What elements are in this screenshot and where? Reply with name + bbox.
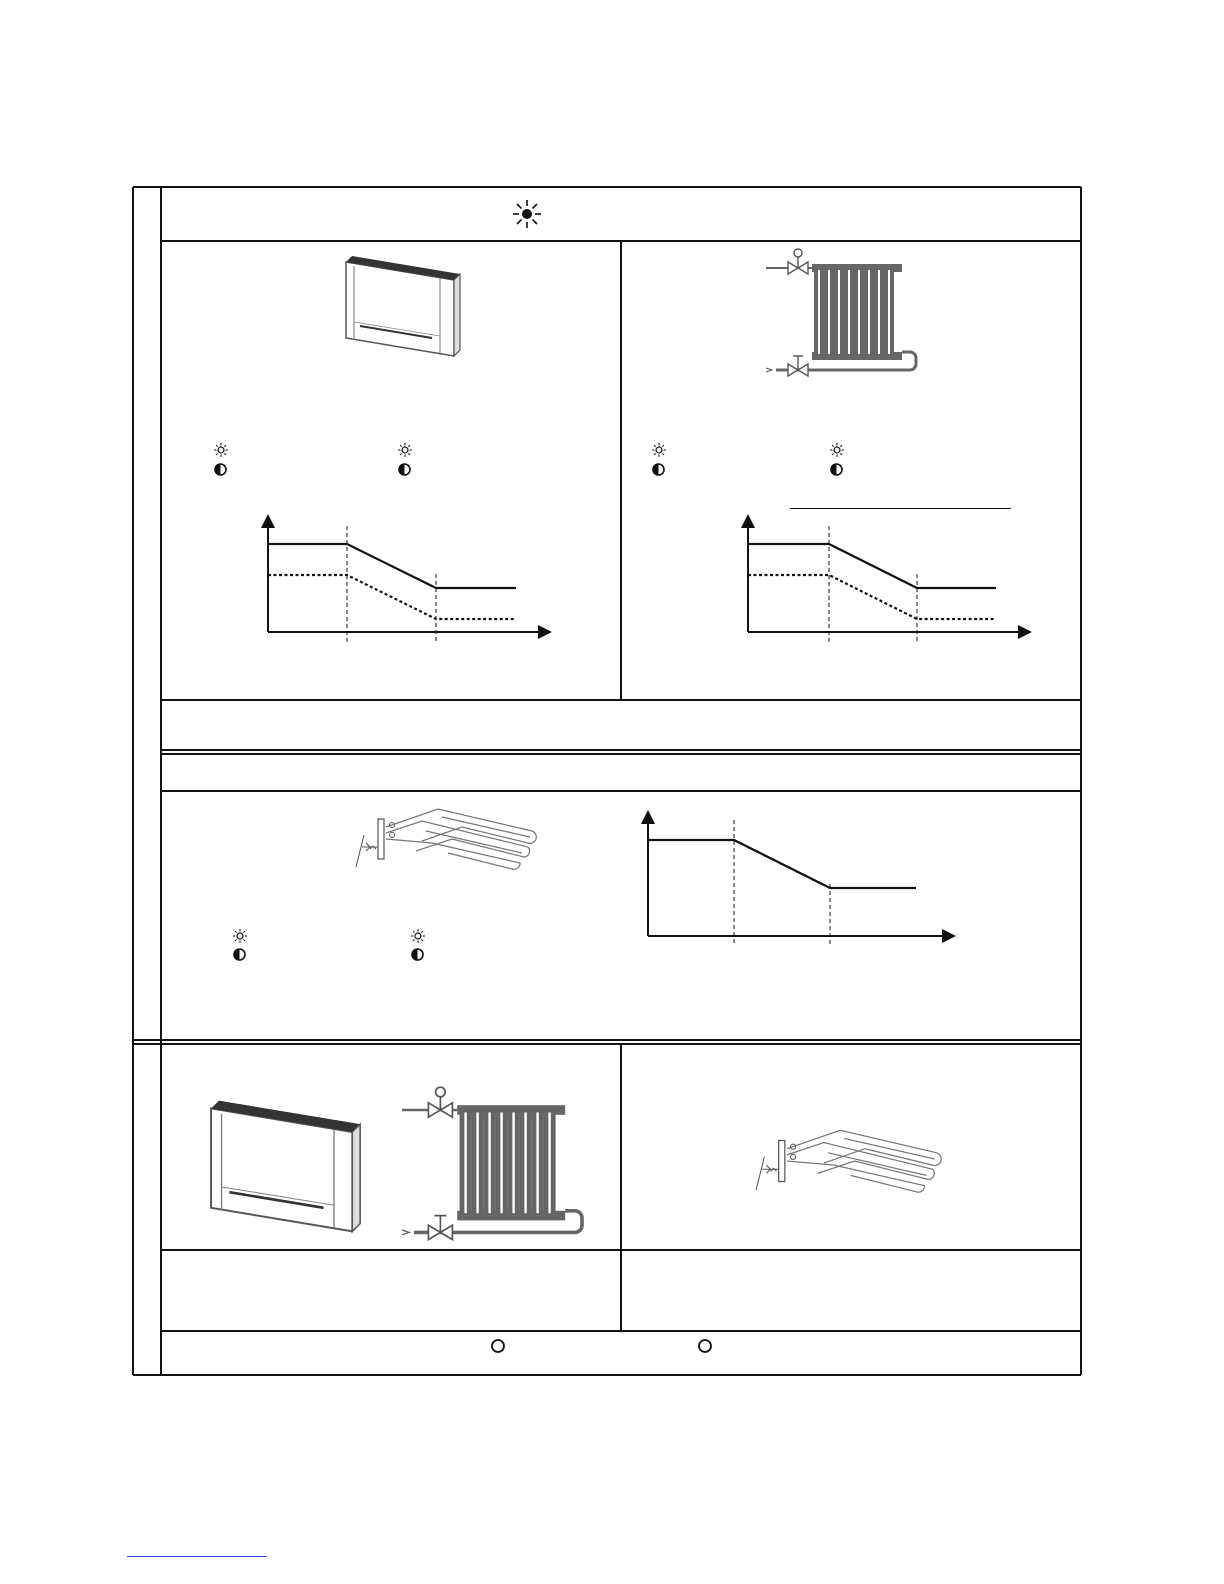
link-underline[interactable] [127,1556,267,1557]
floor-heating-coil-icon [752,1126,947,1193]
radiator-icon [766,248,916,378]
sun-small-icon [214,443,228,457]
half-moon-icon [652,463,666,477]
radiator-icon [402,1086,582,1242]
fan-coil-unit-icon [198,1100,368,1232]
heating-curve-diagram [730,512,1040,647]
heating-curve-diagram [250,512,560,647]
half-moon-icon [233,948,247,962]
half-moon-icon [830,463,844,477]
sun-small-icon [233,929,247,943]
circle-icon [490,1338,506,1354]
floor-heating-coil-icon [352,805,542,870]
sun-small-icon [830,443,844,457]
half-moon-icon [214,463,228,477]
half-moon-icon [411,948,425,962]
sun-small-icon [411,929,425,943]
underline-rule [790,508,1011,509]
half-moon-icon [398,463,412,477]
circle-icon [697,1338,713,1354]
sun-small-icon [652,443,666,457]
fan-coil-unit-icon [336,256,466,356]
heating-curve-diagram [630,808,960,948]
sun-small-icon [398,443,412,457]
sun-icon [513,200,541,228]
